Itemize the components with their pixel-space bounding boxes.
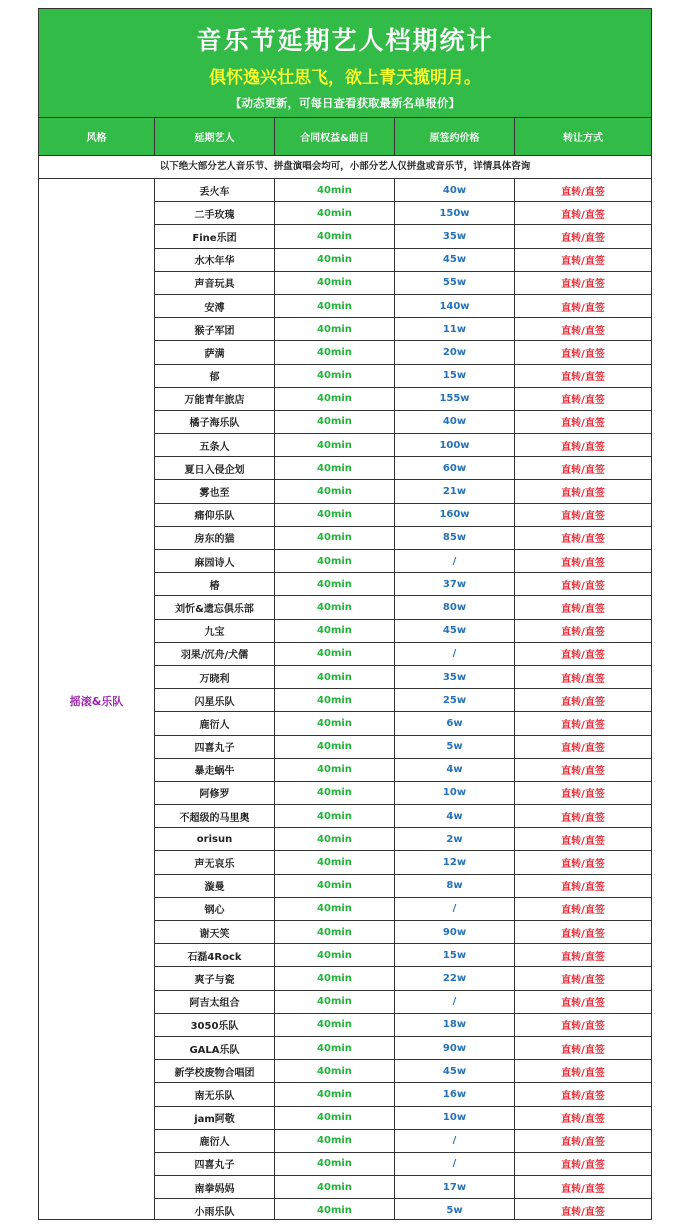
rights-cell: 40min [275, 875, 395, 897]
price-cell: 20w [395, 341, 515, 363]
artist-cell: 南无乐队 [155, 1083, 275, 1105]
price-cell: 10w [395, 1107, 515, 1129]
table-row [155, 434, 651, 457]
table-row [155, 573, 651, 596]
method-cell: 直转/直签 [561, 302, 605, 314]
rights-cell: 40min [275, 295, 395, 317]
method-cell: 直转/直签 [561, 928, 605, 940]
rights-cell: 40min [275, 921, 395, 943]
artist-cell: 四喜丸子 [155, 736, 275, 758]
rights-cell: 40min [275, 643, 395, 665]
table-row [155, 921, 651, 944]
method-cell: 直转/直签 [561, 835, 605, 847]
header-banner [39, 9, 651, 118]
artist-cell: 安溥 [155, 295, 275, 317]
rights-cell: 40min [275, 202, 395, 224]
method-cell: 直转/直签 [561, 974, 605, 986]
method-cell: 直转/直签 [561, 603, 605, 615]
price-cell: 16w [395, 1083, 515, 1105]
artist-cell: 水木年华 [155, 249, 275, 271]
artist-cell: 不超级的马里奥 [155, 805, 275, 827]
table-row [155, 249, 651, 272]
artist-cell: 万能青年旅店 [155, 388, 275, 410]
rights-cell: 40min [275, 457, 395, 479]
rights-cell: 40min [275, 759, 395, 781]
artist-cell: 二手玫瑰 [155, 202, 275, 224]
price-cell: 100w [395, 434, 515, 456]
artist-cell: 九宝 [155, 620, 275, 642]
method-cell: 直转/直签 [561, 743, 605, 755]
table-row [155, 1037, 651, 1060]
price-cell: 18w [395, 1014, 515, 1036]
artist-cell: 鹿衍人 [155, 1130, 275, 1152]
table-row [155, 666, 651, 689]
table-row [155, 225, 651, 248]
method-cell: 直转/直签 [561, 789, 605, 801]
table-row [155, 1153, 651, 1176]
price-cell: 8w [395, 875, 515, 897]
price-cell: 40w [395, 411, 515, 433]
rights-cell: 40min [275, 712, 395, 734]
price-cell: 155w [395, 388, 515, 410]
table-row [155, 1130, 651, 1153]
price-cell: 17w [395, 1176, 515, 1198]
method-cell: 直转/直签 [561, 418, 605, 430]
artist-cell: 五条人 [155, 434, 275, 456]
artist-cell: 雾也至 [155, 480, 275, 502]
table-row [155, 851, 651, 874]
table-row [155, 480, 651, 503]
rights-cell: 40min [275, 944, 395, 966]
price-cell: 10w [395, 782, 515, 804]
table-row [155, 736, 651, 759]
method-cell: 直转/直签 [561, 719, 605, 731]
method-cell: 直转/直签 [561, 696, 605, 708]
rights-cell: 40min [275, 991, 395, 1013]
table-row [155, 643, 651, 666]
artist-cell: GALA乐队 [155, 1037, 275, 1059]
table-row [155, 179, 651, 202]
price-cell: 15w [395, 944, 515, 966]
method-cell: 直转/直签 [561, 534, 605, 546]
price-cell: 45w [395, 1060, 515, 1082]
method-cell: 直转/直签 [561, 256, 605, 268]
price-cell: 35w [395, 225, 515, 247]
price-cell: 150w [395, 202, 515, 224]
price-cell: / [395, 898, 515, 920]
artist-cell: 万晓利 [155, 666, 275, 688]
column-header-artist: 延期艺人 [155, 118, 275, 155]
column-header-method: 转让方式 [563, 133, 603, 144]
rights-cell: 40min [275, 666, 395, 688]
method-cell: 直转/直签 [561, 1067, 605, 1079]
price-cell: 55w [395, 272, 515, 294]
price-cell: 12w [395, 851, 515, 873]
schedule-sheet [38, 8, 652, 1220]
artist-cell: 新学校废物合唱团 [155, 1060, 275, 1082]
rights-cell: 40min [275, 225, 395, 247]
price-cell: 40w [395, 179, 515, 201]
rights-cell: 40min [275, 828, 395, 850]
artist-cell: 钢心 [155, 898, 275, 920]
price-cell: 45w [395, 620, 515, 642]
price-cell: 21w [395, 480, 515, 502]
rights-cell: 40min [275, 1107, 395, 1129]
price-cell: / [395, 1153, 515, 1175]
artist-cell: jam阿敬 [155, 1107, 275, 1129]
artist-cell: 四喜丸子 [155, 1153, 275, 1175]
column-header-price: 原签约价格 [395, 118, 515, 155]
table-row [155, 365, 651, 388]
method-cell: 直转/直签 [561, 441, 605, 453]
table-row [155, 689, 651, 712]
method-cell: 直转/直签 [561, 348, 605, 360]
price-cell: 60w [395, 457, 515, 479]
price-cell: 22w [395, 967, 515, 989]
slogan: 俱怀逸兴壮思飞，欲上青天揽明月。 [209, 68, 481, 88]
artist-cell: 郁 [155, 365, 275, 387]
price-cell: 4w [395, 805, 515, 827]
price-cell: 4w [395, 759, 515, 781]
artist-cell: 阿修罗 [155, 782, 275, 804]
column-header-rights: 合同权益&曲目 [275, 118, 395, 155]
rights-cell: 40min [275, 1130, 395, 1152]
artist-cell: 谢天笑 [155, 921, 275, 943]
table-row [155, 712, 651, 735]
rights-cell: 40min [275, 851, 395, 873]
table-row [155, 759, 651, 782]
artist-cell: 羽果/沉舟/犬儒 [155, 643, 275, 665]
method-cell: 直转/直签 [561, 209, 605, 221]
table-row [155, 782, 651, 805]
price-cell: 37w [395, 573, 515, 595]
method-cell: 直转/直签 [561, 650, 605, 662]
method-cell: 直转/直签 [561, 1090, 605, 1102]
table-row [155, 1014, 651, 1037]
table-note: 以下绝大部分艺人音乐节、拼盘演唱会均可，小部分艺人仅拼盘或音乐节，详情具体咨询 [39, 156, 651, 179]
rights-cell: 40min [275, 1176, 395, 1198]
page-title: 音乐节延期艺人档期统计 [196, 26, 494, 55]
table-row [155, 1107, 651, 1130]
rights-cell: 40min [275, 782, 395, 804]
artist-cell: 声音玩具 [155, 272, 275, 294]
method-cell: 直转/直签 [561, 1160, 605, 1172]
price-cell: 45w [395, 249, 515, 271]
artist-cell: 痛仰乐队 [155, 504, 275, 526]
table-body [39, 179, 651, 1220]
method-cell: 直转/直签 [561, 186, 605, 198]
price-cell: 35w [395, 666, 515, 688]
method-cell: 直转/直签 [561, 951, 605, 963]
artist-cell: 橘子海乐队 [155, 411, 275, 433]
price-cell: 15w [395, 365, 515, 387]
table-row [155, 411, 651, 434]
method-cell: 直转/直签 [561, 488, 605, 500]
artist-cell: 石磊4Rock [155, 944, 275, 966]
method-cell: 直转/直签 [561, 464, 605, 476]
table-row [155, 1176, 651, 1199]
artist-cell: 房东的猫 [155, 527, 275, 549]
method-cell: 直转/直签 [561, 557, 605, 569]
price-cell: 90w [395, 921, 515, 943]
table-row [155, 527, 651, 550]
price-cell: / [395, 1130, 515, 1152]
artist-cell: 漩曼 [155, 875, 275, 897]
price-cell: / [395, 643, 515, 665]
table-row [155, 388, 651, 411]
price-cell: 80w [395, 596, 515, 618]
artist-cell: 鹿衍人 [155, 712, 275, 734]
rights-cell: 40min [275, 620, 395, 642]
table-row [155, 1083, 651, 1106]
artist-cell: 夏日入侵企划 [155, 457, 275, 479]
method-cell: 直转/直签 [561, 1114, 605, 1126]
artist-cell: 南拳妈妈 [155, 1176, 275, 1198]
rights-cell: 40min [275, 434, 395, 456]
rights-cell: 40min [275, 689, 395, 711]
method-cell: 直转/直签 [561, 1021, 605, 1033]
table-row [155, 875, 651, 898]
table-row [155, 1199, 651, 1220]
method-cell: 直转/直签 [561, 325, 605, 337]
artist-cell: 闪星乐队 [155, 689, 275, 711]
price-cell: 2w [395, 828, 515, 850]
rights-cell: 40min [275, 504, 395, 526]
method-cell: 直转/直签 [561, 395, 605, 407]
price-cell: / [395, 550, 515, 572]
rights-cell: 40min [275, 967, 395, 989]
method-cell: 直转/直签 [561, 673, 605, 685]
rights-cell: 40min [275, 1199, 395, 1220]
method-cell: 直转/直签 [561, 1183, 605, 1195]
table-header [39, 118, 651, 156]
artist-cell: 萨满 [155, 341, 275, 363]
rights-cell: 40min [275, 596, 395, 618]
price-cell: 90w [395, 1037, 515, 1059]
genre-cell: 摇滚&乐队 [39, 179, 155, 1220]
rights-cell: 40min [275, 550, 395, 572]
artist-cell: 刘忻&遗忘俱乐部 [155, 596, 275, 618]
artist-cell: 声无哀乐 [155, 851, 275, 873]
rights-cell: 40min [275, 272, 395, 294]
column-header-genre: 风格 [39, 118, 155, 155]
method-cell: 直转/直签 [561, 812, 605, 824]
table-row [155, 944, 651, 967]
method-cell: 直转/直签 [561, 1137, 605, 1149]
artist-cell: 麻园诗人 [155, 550, 275, 572]
price-cell: 6w [395, 712, 515, 734]
rights-cell: 40min [275, 1014, 395, 1036]
method-cell: 直转/直签 [561, 859, 605, 871]
artist-cell: 3050乐队 [155, 1014, 275, 1036]
rights-cell: 40min [275, 341, 395, 363]
table-row [155, 805, 651, 828]
price-cell: 25w [395, 689, 515, 711]
method-cell: 直转/直签 [561, 1044, 605, 1056]
table-row [155, 596, 651, 619]
table-row [155, 967, 651, 990]
rights-cell: 40min [275, 249, 395, 271]
price-cell: / [395, 991, 515, 1013]
method-cell: 直转/直签 [561, 1207, 605, 1219]
table-row [155, 295, 651, 318]
rights-cell: 40min [275, 411, 395, 433]
rights-cell: 40min [275, 388, 395, 410]
table-row [155, 457, 651, 480]
method-cell: 直转/直签 [561, 580, 605, 592]
price-cell: 11w [395, 318, 515, 340]
artist-cell: Fine乐团 [155, 225, 275, 247]
method-cell: 直转/直签 [561, 372, 605, 384]
artist-cell: 爽子与瓷 [155, 967, 275, 989]
price-cell: 5w [395, 1199, 515, 1220]
artist-cell: 阿吉太组合 [155, 991, 275, 1013]
method-cell: 直转/直签 [561, 232, 605, 244]
table-row [155, 991, 651, 1014]
table-row [155, 504, 651, 527]
rights-cell: 40min [275, 527, 395, 549]
method-cell: 直转/直签 [561, 882, 605, 894]
rights-cell: 40min [275, 318, 395, 340]
method-cell: 直转/直签 [561, 279, 605, 291]
rights-cell: 40min [275, 179, 395, 201]
method-cell: 直转/直签 [561, 998, 605, 1010]
table-row [155, 202, 651, 225]
method-cell: 直转/直签 [561, 766, 605, 778]
table-row [155, 341, 651, 364]
table-row [155, 828, 651, 851]
table-row [155, 318, 651, 341]
table-row [155, 550, 651, 573]
method-cell: 直转/直签 [561, 627, 605, 639]
table-rows [155, 179, 651, 1220]
update-notice: 【动态更新，可每日查看获取最新名单报价】 [230, 96, 460, 110]
table-row [155, 1060, 651, 1083]
price-cell: 160w [395, 504, 515, 526]
artist-cell: 暴走蜗牛 [155, 759, 275, 781]
rights-cell: 40min [275, 573, 395, 595]
method-cell: 直转/直签 [561, 511, 605, 523]
artist-cell: 小雨乐队 [155, 1199, 275, 1220]
artist-cell: orisun [155, 828, 275, 850]
rights-cell: 40min [275, 805, 395, 827]
rights-cell: 40min [275, 898, 395, 920]
rights-cell: 40min [275, 1037, 395, 1059]
rights-cell: 40min [275, 1153, 395, 1175]
artist-cell: 猴子军团 [155, 318, 275, 340]
table-row [155, 272, 651, 295]
price-cell: 85w [395, 527, 515, 549]
artist-cell: 椿 [155, 573, 275, 595]
table-row [155, 620, 651, 643]
rights-cell: 40min [275, 1060, 395, 1082]
table-row [155, 898, 651, 921]
rights-cell: 40min [275, 480, 395, 502]
rights-cell: 40min [275, 365, 395, 387]
artist-cell: 丢火车 [155, 179, 275, 201]
rights-cell: 40min [275, 1083, 395, 1105]
rights-cell: 40min [275, 736, 395, 758]
method-cell: 直转/直签 [561, 905, 605, 917]
price-cell: 5w [395, 736, 515, 758]
price-cell: 140w [395, 295, 515, 317]
